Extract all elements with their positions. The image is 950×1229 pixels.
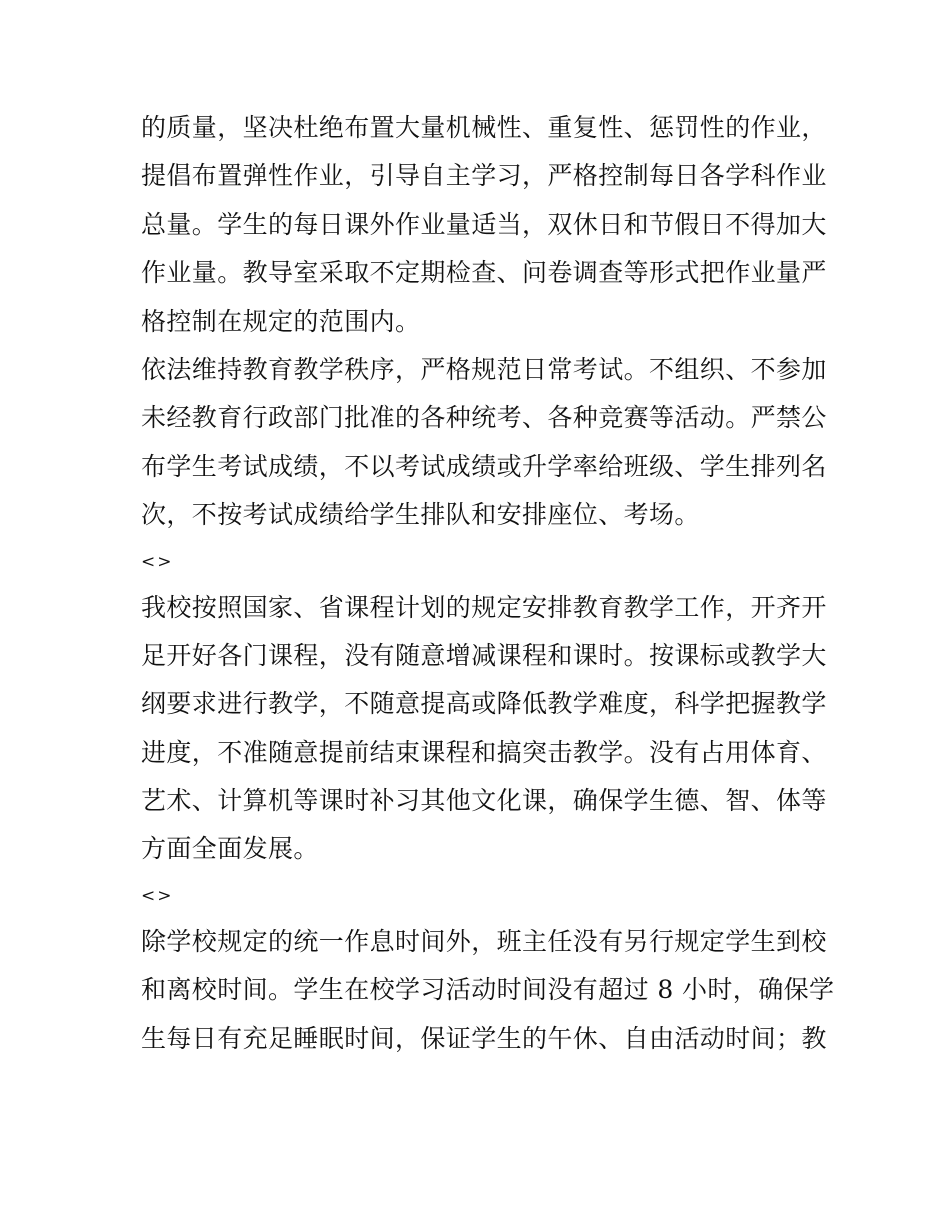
text-line: 未经教育行政部门批准的各种统考、各种竞赛等活动。严禁公 [141, 403, 827, 433]
text-line: 我校按照国家、省课程计划的规定安排教育教学工作，开齐开 [141, 592, 827, 622]
text-line: 依法维持教育教学秩序，严格规范日常考试。不组织、不参加 [141, 354, 827, 384]
text-line: 布学生考试成绩，不以考试成绩或升学率给班级、学生排列名 [141, 451, 827, 481]
paragraph-schedule [141, 918, 835, 1063]
text-line: 艺术、计算机等课时补习其他文化课，确保学生德、智、体等 [141, 786, 827, 816]
section-marker: <> [141, 551, 174, 572]
text-line: 除学校规定的统一作息时间外，班主任没有另行规定学生到校 [141, 926, 827, 956]
text-line: 进度，不准随意提前结束课程和搞突击教学。没有占用体育、 [141, 737, 827, 767]
section-marker: <> [141, 885, 174, 906]
text-line: 次，不按考试成绩给学生排队和安排座位、考场。 [141, 500, 700, 530]
paragraph-exams [141, 346, 827, 540]
text-line: 纲要求进行教学，不随意提高或降低教学难度，科学把握教学 [141, 689, 827, 719]
text-line: 生每日有充足睡眠时间，保证学生的午休、自由活动时间；教 [141, 1023, 827, 1053]
text-line: 的质量，坚决杜绝布置大量机械性、重复性、惩罚性的作业， [141, 113, 827, 142]
text-line: 格控制在规定的范围内。 [141, 306, 421, 336]
text-line: 足开好各门课程，没有随意增减课程和课时。按课标或教学大 [141, 640, 827, 670]
text-line: 作业量。教导室采取不定期检查、问卷调查等形式把作业量严 [141, 258, 827, 288]
text-line: 方面全面发展。 [141, 834, 319, 864]
paragraph-curriculum [141, 584, 827, 874]
paragraph-homework [141, 104, 827, 346]
text-line: 和离校时间。学生在校学习活动时间没有超过 8 小时，确保学 [141, 975, 835, 1005]
document-page [141, 104, 835, 1063]
text-line: 总量。学生的每日课外作业量适当，双休日和节假日不得加大 [141, 209, 827, 239]
text-line: 提倡布置弹性作业，引导自主学习，严格控制每日各学科作业 [141, 161, 827, 191]
